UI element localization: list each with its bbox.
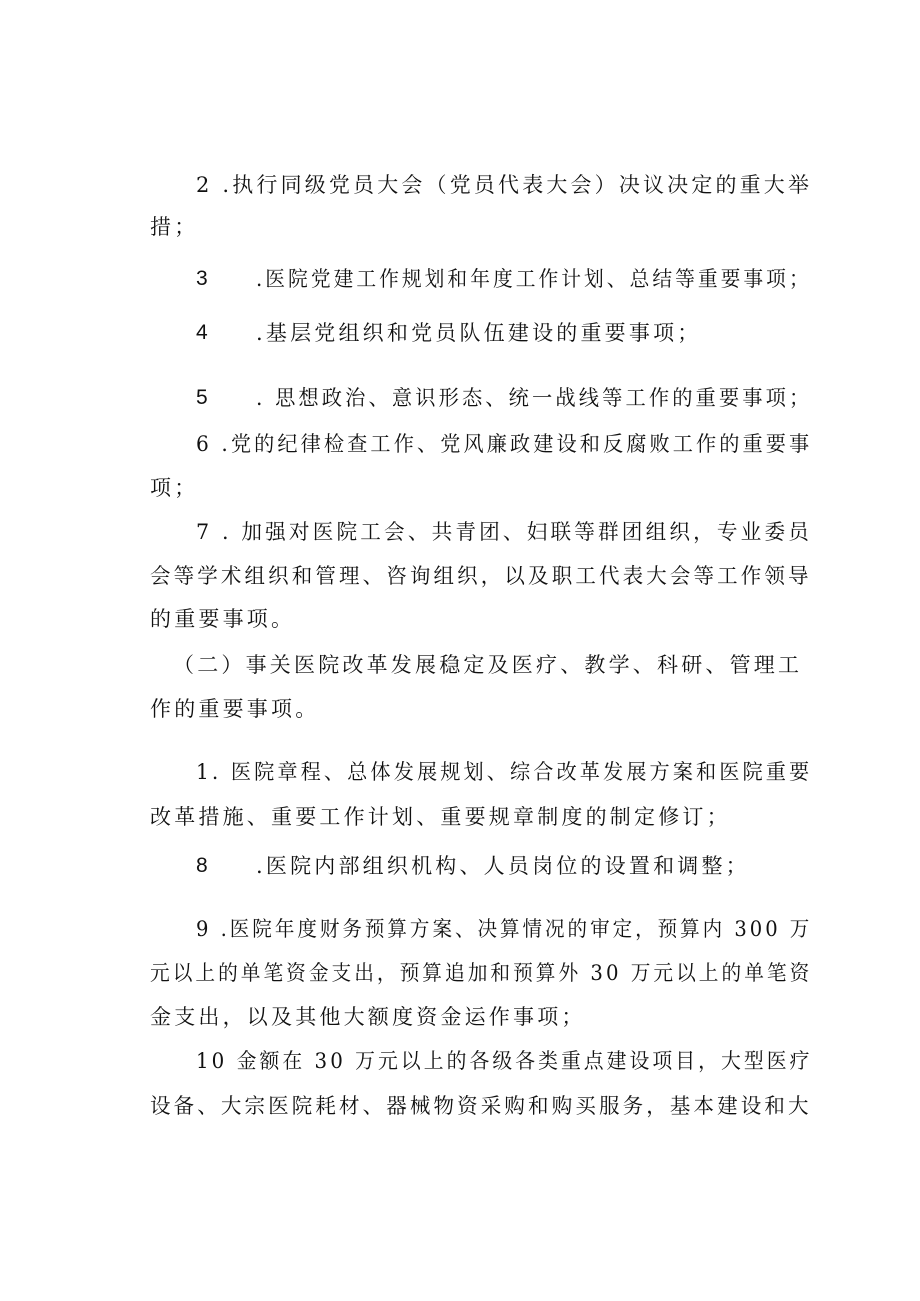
section-2-item-1-line-1: 1. 医院章程、总体发展规划、综合改革发展方案和医院重要 <box>196 760 813 784</box>
item-4-number: 4 <box>196 321 208 344</box>
item-8-text: .医院内部组织机构、人员岗位的设置和调整； <box>256 854 750 878</box>
item-6-line-2: 项； <box>150 476 199 500</box>
section-2-heading-line-2: 作的重要事项。 <box>150 697 320 721</box>
item-6-line-1: 6 .党的纪律检查工作、党风廉政建设和反腐败工作的重要事 <box>196 432 813 456</box>
item-7-line-1: 7 . 加强对医院工会、共青团、妇联等群团组织，专业委员 <box>196 520 813 544</box>
item-5-text: . 思想政治、意识形态、统一战线等工作的重要事项； <box>256 386 813 410</box>
item-3-number: 3 <box>196 267 208 290</box>
section-2-item-1-line-2: 改革措施、重要工作计划、重要规章制度的制定修订； <box>150 805 731 829</box>
item-10-line-2: 设备、大宗医院耗材、器械物资采购和购买服务，基本建设和大 <box>150 1094 812 1118</box>
item-4-text: .基层党组织和党员队伍建设的重要事项； <box>256 321 702 345</box>
item-10-line-1: 10 金额在 30 万元以上的各级各类重点建设项目，大型医疗 <box>196 1049 813 1073</box>
item-8-number: 8 <box>196 854 208 877</box>
item-2-line-1: 2 .执行同级党员大会（党员代表大会）决议决定的重大举 <box>196 173 813 197</box>
item-9-line-3: 金支出，以及其他大额度资金运作事项； <box>150 1005 586 1029</box>
item-9-line-2: 元以上的单笔资金支出，预算追加和预算外 30 万元以上的单笔资 <box>150 961 813 985</box>
item-3-text: .医院党建工作规划和年度工作计划、总结等重要事项； <box>256 267 812 291</box>
item-5-number: 5 <box>196 386 208 409</box>
item-7-line-3: 的重要事项。 <box>150 607 296 631</box>
item-9-line-1: 9 .医院年度财务预算方案、决算情况的审定，预算内 300 万 <box>196 917 813 941</box>
item-2-line-2: 措； <box>150 215 199 239</box>
section-2-heading-line-1: （二）事关医院改革发展稳定及医疗、教学、科研、管理工 <box>173 653 803 677</box>
item-7-line-2: 会等学术组织和管理、咨询组织，以及职工代表大会等工作领导 <box>150 564 812 588</box>
